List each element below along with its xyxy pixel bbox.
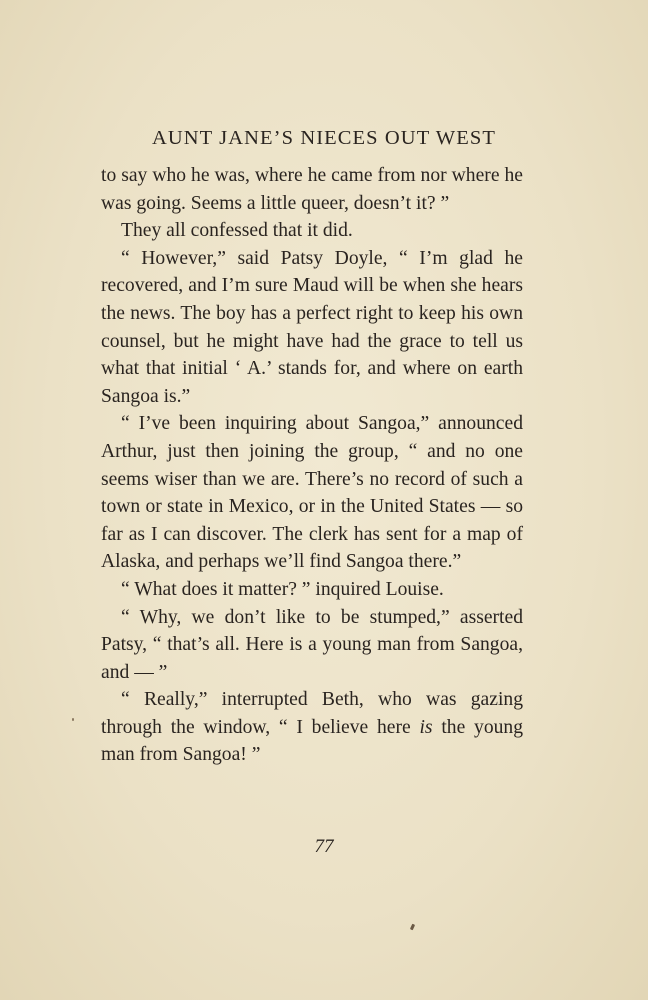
paragraph-text: They all confessed that it did.: [121, 220, 353, 242]
paragraph-text: “ I’ve been inquiring about Sangoa,” announced Arthur, just then joining the group, “ and no one seems wiser than we are. There’s no record of such a town or state in Mexico, or in the United States — so far as I can discover. The clerk has sent for a map of Alaska, and perhaps we’ll find Sangoa there.”: [101, 413, 523, 573]
paragraph: [101, 576, 523, 604]
paragraph: [101, 162, 523, 217]
italic-text: is: [419, 716, 433, 738]
running-head: AUNT JANE’S NIECES OUT WEST: [151, 127, 497, 149]
paragraph-text: “ However,” said Patsy Doyle, “ I’m glad he recovered, and I’m sure Maud will be when she hears the news. The boy has a perfect right to keep his own counsel, but he might have had the grace to tell us what that initial ‘ A.’ stands for, and where on earth Sangoa is.”: [101, 247, 523, 407]
page-number: 77: [314, 836, 334, 857]
paragraph: [101, 686, 523, 769]
body-text: [101, 162, 523, 769]
paragraph: [101, 410, 523, 576]
paragraph-text: “ What does it matter? ” inquired Louise.: [121, 578, 444, 600]
paper-speck: [410, 924, 415, 931]
paragraph: [101, 217, 523, 245]
paragraph-text: “ Why, we don’t like to be stumped,” asserted Patsy, “ that’s all. Here is a young man from Sangoa, and — ”: [101, 606, 523, 683]
paragraph-text: “ Really,” interrupted Beth, who was gazing through the window, “ I believe here: [101, 689, 523, 738]
paragraph: [101, 604, 523, 687]
paper-speck: [72, 718, 74, 721]
paragraph-text: the young man from Sangoa! ”: [101, 716, 524, 766]
paragraph-text: to say who he was, where he came from nor where he was going. Seems a little queer, doesn’t it? ”: [101, 165, 523, 214]
paragraph: [101, 245, 523, 411]
